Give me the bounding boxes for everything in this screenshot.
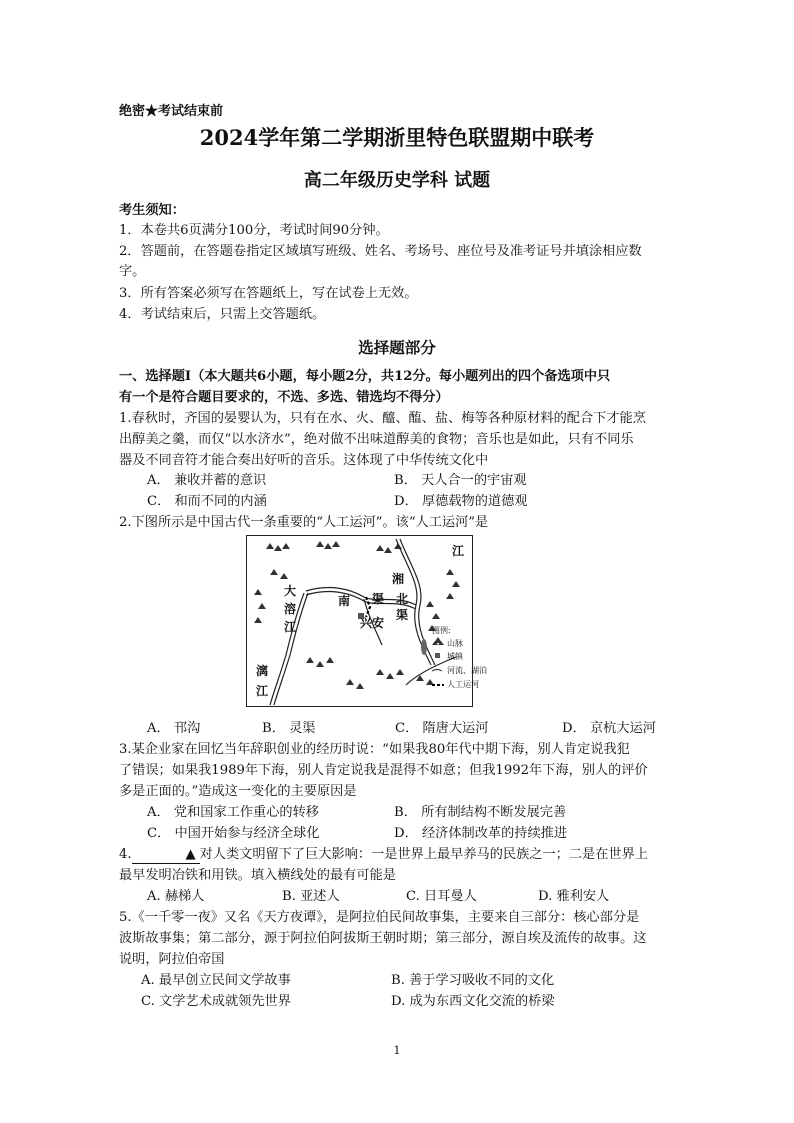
q1-option-a: A． 兼收并蓄的意识 — [147, 473, 267, 488]
question-5-stem: 波斯故事集；第二部分，源于阿拉伯阿拔斯王朝时期；第三部分，源自埃及流传的故事。这 — [119, 931, 647, 946]
q3-option-c: C． 中国开始参与经济全球化 — [147, 826, 320, 841]
q3-option-a: A． 党和国家工作重心的转移 — [147, 805, 319, 820]
map-label: 江 — [284, 620, 297, 634]
map-label: 渠 — [372, 592, 385, 606]
q4-rest: 对人类文明留下了巨大影响：一是世界上最早养马的民族之一；二是在世界上 — [199, 847, 648, 862]
q4-prefix: 4. — [119, 847, 132, 862]
map-label: 江 — [256, 684, 269, 698]
q2-option-c: C． 隋唐大运河 — [395, 721, 489, 736]
map-label: 南 — [338, 594, 351, 608]
question-1-stem: 1.春秋时，齐国的晏婴认为，只有在水、火、醯、醢、盐、梅等各种原材料的配合下才能烹 — [119, 411, 646, 426]
q1-option-b: B． 天人合一的宇宙观 — [394, 473, 527, 488]
notice-item: 4．考试结束后，只需上交答题纸。 — [119, 307, 326, 322]
legend-title: 图例: — [432, 626, 451, 635]
map-label: 江 — [452, 544, 465, 558]
question-2-stem: 2.下图所示是中国古代一条重要的“人工运河”。该“人工运河”是 — [119, 515, 489, 530]
q1-option-d: D． 厚德载物的道德观 — [394, 494, 528, 509]
question-4-stem: 最早发明冶铁和用铁。填入横线处的最有可能是 — [119, 868, 396, 883]
q5-option-c: C. 文学艺术成就领先世界 — [141, 994, 291, 1009]
legend-item: 人工运河 — [447, 680, 479, 689]
map-label: 溶 — [284, 602, 297, 616]
q3-option-d: D． 经济体制改革的持续推进 — [394, 826, 568, 841]
map-label: 大 — [284, 584, 297, 598]
question-3-stem: 了错误；如果我1989年下海，别人肯定说我是混得不如意；但我1992年下海，别人的评价 — [119, 763, 648, 778]
notice-item: 字。 — [119, 264, 146, 279]
q4-option-a: A. 赫梯人 — [147, 889, 205, 904]
q1-option-c: C． 和而不同的内涵 — [147, 494, 267, 509]
notice-item: 3．所有答案必须写在答题纸上，写在试卷上无效。 — [119, 286, 418, 301]
blank-triangle-icon: ▲ — [185, 847, 196, 862]
notice-item: 1．本卷共6页满分100分，考试时间90分钟。 — [119, 223, 389, 238]
question-5-stem: 说明，阿拉伯帝国 — [119, 952, 225, 967]
map-label: 渠 — [396, 608, 409, 622]
question-1-stem: 出醇美之羹，而仅“以水济水”，绝对做不出味道醇美的食物；音乐也是如此，只有不同乐 — [119, 432, 634, 447]
q2-option-a: A． 邗沟 — [147, 721, 201, 736]
q5-option-a: A. 最早创立民间文学故事 — [141, 973, 291, 988]
question-5-stem: 5.《一千零一夜》又名《天方夜谭》，是阿拉伯民间故事集，主要来自三部分：核心部分是 — [119, 910, 640, 925]
legend-item: 山脉 — [447, 639, 463, 648]
question-3-stem: 多是正面的。”造成这一变化的主要原因是 — [119, 784, 357, 799]
legend-item: 河流、湖泊 — [447, 666, 487, 675]
exam-subtitle: 高二年级历史学科 试题 — [303, 170, 491, 191]
q4-blank — [132, 846, 200, 864]
q2-option-d: D． 京杭大运河 — [562, 721, 656, 736]
page-number: 1 — [393, 1044, 401, 1057]
q5-option-d: D. 成为东西文化交流的桥梁 — [391, 994, 555, 1009]
map-label: 北 — [396, 592, 409, 606]
section-title: 选择题部分 — [358, 338, 436, 357]
q4-option-d: D. 雅利安人 — [538, 889, 610, 904]
map-label: 湘 — [392, 572, 405, 586]
legend-item: 城镇 — [447, 652, 463, 661]
notice-item: 2．答题前，在答题卷指定区域填写班级、姓名、考场号、座位号及准考证号并填涂相应数 — [119, 244, 642, 259]
question-1-stem: 器及不同音符才能合奏出好听的音乐。这体现了中华传统文化中 — [119, 453, 489, 468]
map-label: 兴安 — [360, 616, 385, 630]
part-heading: 一、选择题Ⅰ（本大题共6小题，每小题2分，共12分。每小题列出的四个备选项中只 — [119, 369, 611, 384]
question-3-stem: 3.某企业家在回忆当年辞职创业的经历时说：“如果我80年代中期下海，别人肯定说我犯 — [119, 742, 630, 757]
q2-option-b: B． 灵渠 — [262, 721, 316, 736]
exam-title: 2024学年第二学期浙里特色联盟期中联考 — [199, 125, 595, 150]
q5-option-b: B. 善于学习吸收不同的文化 — [391, 973, 555, 988]
map-label: 漓 — [256, 664, 269, 678]
q4-option-c: C. 日耳曼人 — [406, 889, 477, 904]
lake — [421, 639, 427, 655]
q4-option-b: B. 亚述人 — [282, 889, 340, 904]
confidential-mark: 绝密★考试结束前 — [119, 104, 224, 119]
part-heading: 有一个是符合题目要求的，不选、多选、错选均不得分） — [119, 390, 449, 405]
question-4-stem — [119, 846, 648, 864]
notice-heading: 考生须知： — [119, 203, 185, 218]
q3-option-b: B． 所有制结构不断发展完善 — [394, 805, 567, 820]
canal-map — [246, 535, 487, 707]
